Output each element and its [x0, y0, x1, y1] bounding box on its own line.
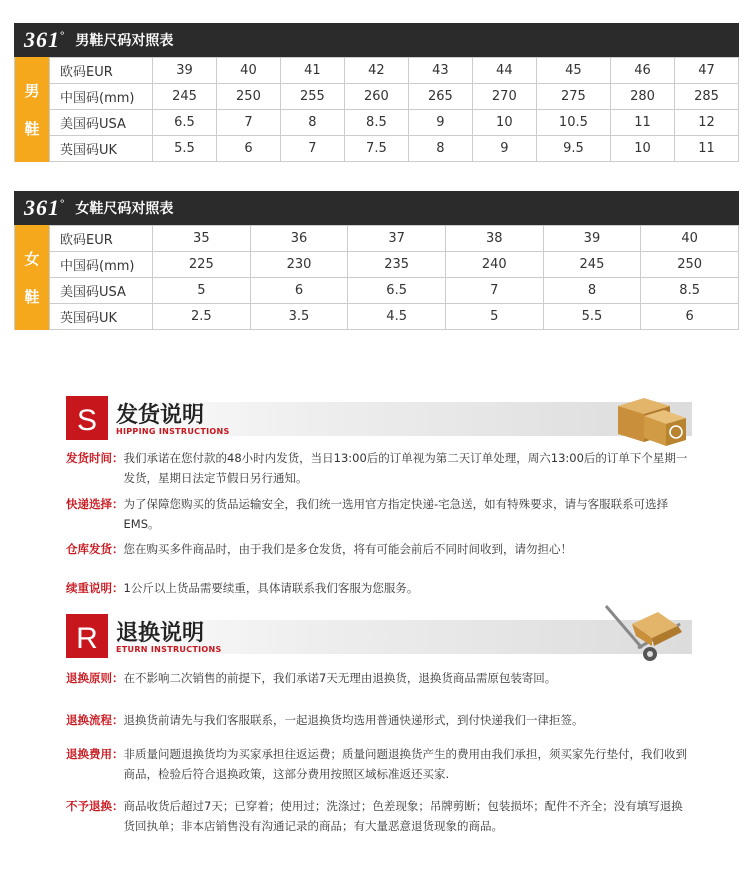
hand-truck-icon	[602, 602, 692, 664]
women-size-header	[14, 191, 739, 225]
size-cell: 46	[611, 58, 675, 84]
size-cell: 240	[445, 252, 543, 278]
women-size-table	[49, 225, 739, 330]
size-row-label: 美国码USA	[50, 278, 153, 304]
size-cell: 8	[280, 110, 344, 136]
size-row-label: 美国码USA	[50, 110, 153, 136]
size-row	[50, 58, 739, 84]
size-cell: 10	[472, 110, 536, 136]
size-cell: 250	[641, 252, 739, 278]
size-row-label: 中国码(mm)	[50, 84, 153, 110]
size-row-label: 欧码EUR	[50, 58, 153, 84]
brand-logo: 361°	[24, 27, 66, 52]
size-cell: 45	[536, 58, 610, 84]
shipping-header	[66, 396, 692, 442]
returns-item: 退换原则： 在不影响二次销售的前提下，我们承诺7天无理由退换货，退换货商品需原包装寄回。	[66, 671, 557, 685]
size-cell: 7.5	[344, 136, 408, 162]
size-row-label: 中国码(mm)	[50, 252, 153, 278]
size-cell: 6	[250, 278, 348, 304]
size-cell: 47	[674, 58, 738, 84]
returns-subtitle: ETURN INSTRUCTIONS	[116, 645, 222, 654]
size-cell: 7	[280, 136, 344, 162]
size-cell: 4.5	[348, 304, 446, 330]
size-cell: 42	[344, 58, 408, 84]
size-cell: 8.5	[641, 278, 739, 304]
men-chart-title: 男鞋尺码对照表	[75, 33, 174, 49]
women-size-chart	[14, 191, 739, 330]
size-cell: 44	[472, 58, 536, 84]
returns-title: 退换说明	[116, 621, 205, 646]
men-size-header	[14, 23, 739, 57]
brand-logo: 361°	[24, 195, 66, 220]
size-cell: 280	[611, 84, 675, 110]
size-cell: 275	[536, 84, 610, 110]
size-cell: 8	[408, 136, 472, 162]
size-cell: 5.5	[543, 304, 641, 330]
size-cell: 7	[445, 278, 543, 304]
size-cell: 8	[543, 278, 641, 304]
size-cell: 11	[674, 136, 738, 162]
size-cell: 39	[153, 58, 217, 84]
box-icon	[614, 392, 690, 448]
size-row-label: 英国码UK	[50, 304, 153, 330]
size-cell: 6.5	[348, 278, 446, 304]
size-cell: 41	[280, 58, 344, 84]
size-row	[50, 226, 739, 252]
size-row	[50, 110, 739, 136]
size-cell: 250	[216, 84, 280, 110]
size-row	[50, 304, 739, 330]
size-cell: 6	[216, 136, 280, 162]
size-cell: 43	[408, 58, 472, 84]
shipping-item: 快递选择： 为了保障您购买的货品运输安全，我们统一选用官方指定快递-宅急送，如有特殊要求，请与客服联系可选择EMS。	[66, 497, 669, 531]
size-cell: 9	[408, 110, 472, 136]
shipping-item: 续重说明： 1公斤以上货品需要续重，具体请联系我们客服为您服务。	[66, 581, 419, 595]
size-cell: 3.5	[250, 304, 348, 330]
size-cell: 35	[153, 226, 251, 252]
size-cell: 265	[408, 84, 472, 110]
size-cell: 5	[153, 278, 251, 304]
men-gender-label: 男 鞋	[15, 57, 49, 162]
size-cell: 245	[543, 252, 641, 278]
returns-header	[66, 614, 692, 660]
size-cell: 2.5	[153, 304, 251, 330]
size-cell: 39	[543, 226, 641, 252]
size-cell: 38	[445, 226, 543, 252]
shipping-section	[66, 396, 692, 606]
size-cell: 12	[674, 110, 738, 136]
returns-item: 退换费用： 非质量问题退换货均为买家承担往返运费；质量问题退换货产生的费用由我们承担，须买家先行垫付，我们收到商品，检验后符合退换政策，这部分费用按照区域标准返还买家.	[66, 747, 687, 781]
size-cell: 7	[216, 110, 280, 136]
size-cell: 245	[153, 84, 217, 110]
size-cell: 40	[216, 58, 280, 84]
men-size-table	[49, 57, 739, 162]
size-cell: 5	[445, 304, 543, 330]
size-row	[50, 278, 739, 304]
size-cell: 5.5	[153, 136, 217, 162]
size-cell: 235	[348, 252, 446, 278]
women-gender-label: 女 鞋	[15, 225, 49, 330]
size-cell: 285	[674, 84, 738, 110]
shipping-item: 发货时间： 我们承诺在您付款的48小时内发货，当日13:00后的订单视为第二天订单处理，周六13:00后的订单下个星期一发货，星期日法定节假日另行通知。	[66, 451, 688, 485]
size-row	[50, 252, 739, 278]
size-cell: 37	[348, 226, 446, 252]
shipping-item: 仓库发货： 您在购买多件商品时，由于我们是多仓发货，将有可能会前后不同时间收到，请勿担心！	[66, 542, 572, 556]
size-cell: 6.5	[153, 110, 217, 136]
size-cell: 8.5	[344, 110, 408, 136]
returns-item: 退换流程： 退换货前请先与我们客服联系，一起退换货均选用普通快递形式，到付快递我们一律拒签。	[66, 713, 584, 727]
size-cell: 9	[472, 136, 536, 162]
size-row-label: 欧码EUR	[50, 226, 153, 252]
men-size-chart	[14, 23, 739, 162]
size-cell: 36	[250, 226, 348, 252]
size-cell: 11	[611, 110, 675, 136]
size-cell: 260	[344, 84, 408, 110]
size-row	[50, 84, 739, 110]
returns-section	[66, 614, 692, 854]
returns-letter-badge: R	[66, 614, 108, 658]
size-cell: 270	[472, 84, 536, 110]
shipping-subtitle: HIPPING INSTRUCTIONS	[116, 427, 230, 436]
size-cell: 9.5	[536, 136, 610, 162]
size-cell: 230	[250, 252, 348, 278]
size-cell: 6	[641, 304, 739, 330]
size-cell: 10	[611, 136, 675, 162]
returns-item: 不予退换： 商品收货后超过7天；已穿着；使用过；洗涤过；色差现象；吊牌剪断；包装损坏；配件不齐全；没有填写退换货回执单；非本店销售没有沟通记录的商品；有大量恶意退货现象的商品。	[66, 799, 683, 833]
size-cell: 255	[280, 84, 344, 110]
women-chart-title: 女鞋尺码对照表	[75, 201, 174, 217]
size-cell: 10.5	[536, 110, 610, 136]
size-row-label: 英国码UK	[50, 136, 153, 162]
size-row	[50, 136, 739, 162]
shipping-title: 发货说明	[116, 403, 205, 428]
size-cell: 40	[641, 226, 739, 252]
size-cell: 225	[153, 252, 251, 278]
shipping-letter-badge: S	[66, 396, 108, 440]
